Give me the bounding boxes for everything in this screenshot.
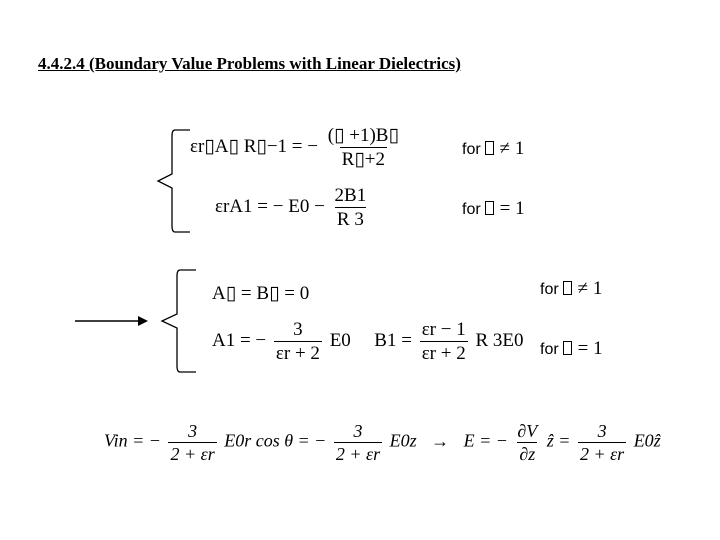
final-fraction-1 bbox=[168, 422, 216, 463]
eq2-fraction bbox=[333, 186, 369, 229]
final-fraction-2-den: 2 + εr bbox=[335, 444, 381, 464]
for-label: for bbox=[462, 201, 481, 218]
condition-1 bbox=[462, 139, 524, 159]
condition-value: = 1 bbox=[577, 338, 603, 359]
final-fraction-1-num: 3 bbox=[188, 421, 198, 441]
condition-3 bbox=[540, 279, 602, 299]
page-title: 4.4.2.4 (Boundary Value Problems with Linear Dielectrics) bbox=[38, 54, 461, 73]
vin-lhs: Vin = − bbox=[104, 430, 161, 451]
for-label: for bbox=[540, 341, 559, 358]
ell-glyph bbox=[563, 341, 572, 355]
equation-2 bbox=[215, 186, 371, 229]
final-fraction-4 bbox=[578, 422, 626, 463]
b1-tail: R 3E0 bbox=[475, 329, 524, 351]
final-mid-3: ẑ = bbox=[546, 430, 571, 451]
final-fraction-2 bbox=[334, 422, 382, 463]
final-fraction-1-den: 2 + εr bbox=[170, 444, 215, 464]
equation-4 bbox=[212, 320, 524, 363]
ell-glyph bbox=[485, 141, 494, 155]
equation-1 bbox=[190, 126, 404, 169]
final-tail: E0ẑ bbox=[633, 430, 661, 451]
b1-numerator: εr − 1 bbox=[421, 319, 466, 340]
condition-4 bbox=[540, 339, 603, 359]
ell-glyph bbox=[485, 201, 494, 215]
eq1-fraction bbox=[326, 126, 401, 169]
eq2-numerator: 2B1 bbox=[334, 185, 367, 206]
a1-fraction bbox=[274, 320, 322, 363]
final-fraction-2-num: 3 bbox=[353, 421, 363, 441]
brace-system-1 bbox=[158, 130, 190, 232]
final-fraction-4-num: 3 bbox=[597, 421, 607, 441]
arrow-head bbox=[138, 316, 148, 326]
eq3-text: A▯ = B▯ = 0 bbox=[212, 283, 310, 304]
brace-system-2 bbox=[162, 270, 196, 372]
equation-3 bbox=[212, 284, 309, 303]
a1-tail: E0 bbox=[329, 329, 351, 351]
condition-value: ≠ 1 bbox=[577, 278, 603, 299]
eq1-lhs: εr▯A▯ R▯−1 = − bbox=[190, 135, 318, 157]
b1-fraction bbox=[420, 320, 468, 363]
b1-denominator: εr + 2 bbox=[421, 343, 466, 364]
final-mid-2: E0z bbox=[389, 430, 417, 451]
b1-lhs: B1 = bbox=[374, 329, 412, 351]
ell-glyph bbox=[563, 281, 572, 295]
a1-lhs: A1 = − bbox=[212, 329, 267, 351]
final-fraction-4-den: 2 + εr bbox=[579, 444, 625, 464]
final-fraction-3-den: ∂z bbox=[519, 444, 536, 464]
a1-denominator: εr + 2 bbox=[275, 343, 320, 364]
for-label: for bbox=[540, 281, 559, 298]
for-label: for bbox=[462, 141, 481, 158]
final-fraction-3 bbox=[515, 422, 539, 463]
condition-2 bbox=[462, 199, 525, 219]
e-lhs: E = − bbox=[463, 430, 508, 451]
condition-value: ≠ 1 bbox=[499, 138, 525, 159]
a1-numerator: 3 bbox=[293, 319, 303, 340]
implies-arrow: → bbox=[431, 430, 450, 451]
eq1-numerator: (▯ +1)B▯ bbox=[327, 125, 399, 146]
eq1-denominator: R▯+2 bbox=[341, 149, 385, 170]
eq2-lhs: εrA1 = − E0 − bbox=[215, 195, 325, 217]
final-equation bbox=[104, 422, 661, 463]
final-mid-1: E0r cos θ = − bbox=[224, 430, 327, 451]
eq2-denominator: R 3 bbox=[336, 209, 364, 230]
final-fraction-3-num: ∂V bbox=[517, 421, 538, 441]
condition-value: = 1 bbox=[499, 198, 525, 219]
